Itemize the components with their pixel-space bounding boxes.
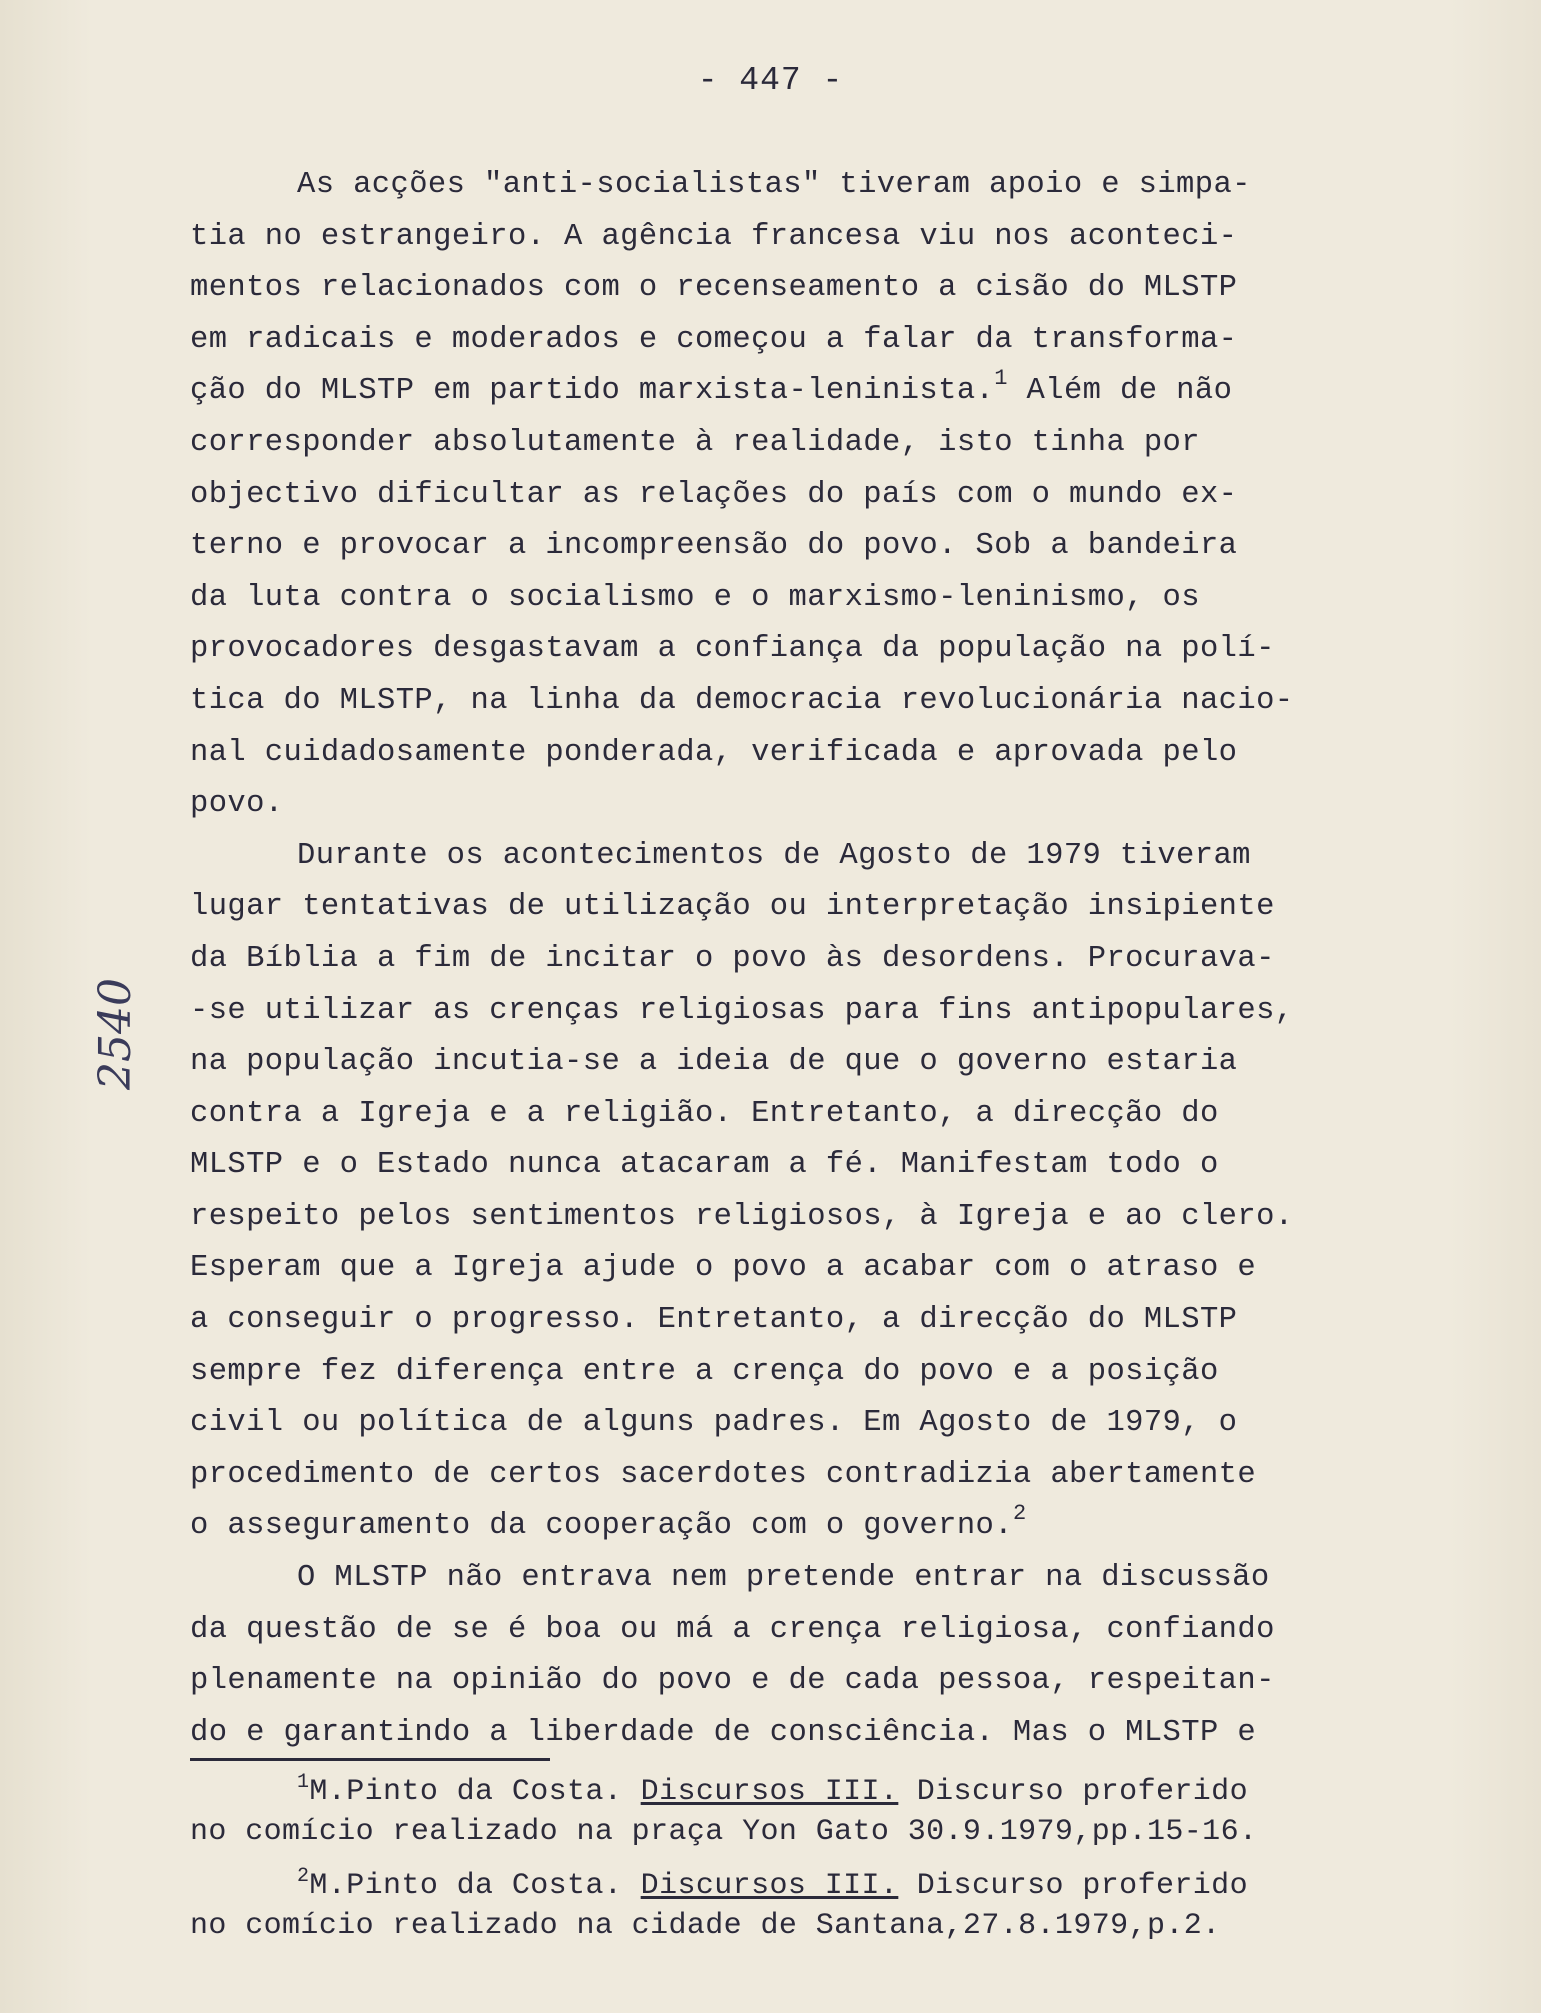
footnote-ref-2: 2: [1012, 1501, 1027, 1527]
text-line: terno e provocar a incompreensão do povo. Sob a bandeira: [190, 529, 1238, 564]
text-line: [190, 1501, 1430, 1553]
footnote-divider: [190, 1758, 550, 1761]
text-line: provocadores desgastavam a confiança da população na polí-: [190, 632, 1275, 667]
text-segment: o asseguramento da cooperação com o governo.: [190, 1509, 1013, 1544]
footnote-text: Discurso proferido: [898, 1869, 1248, 1903]
text-line: civil ou política de alguns padres. Em Agosto de 1979, o: [190, 1406, 1238, 1441]
footnote-work-title: Discursos III.: [640, 1775, 899, 1809]
page-number: - 447 -: [697, 62, 844, 99]
text-line: mentos relacionados com o recenseamento a cisão do MLSTP: [190, 271, 1238, 306]
footnote-ref-1: 1: [994, 366, 1008, 392]
footnote-text: Discurso proferido: [898, 1775, 1248, 1809]
text-segment: Além de não: [1007, 374, 1233, 409]
text-segment: ção do MLSTP em partido marxista-leninista.: [190, 374, 995, 409]
handwritten-margin-note: 2540: [90, 978, 141, 1090]
text-line: tia no estrangeiro. A agência francesa viu nos aconteci-: [190, 219, 1238, 254]
footnote-mark: 2: [297, 1865, 310, 1888]
text-line: -se utilizar as crenças religiosas para fins antipopulares,: [190, 993, 1294, 1028]
text-line: objectivo dificultar as relações do país com o mundo ex-: [190, 477, 1238, 512]
text-line: povo.: [190, 787, 284, 822]
footnote-mark: 1: [297, 1771, 310, 1794]
footnote-author: M.Pinto da Costa.: [309, 1775, 641, 1809]
paragraph-2: [190, 831, 1430, 1553]
text-line: Durante os acontecimentos de Agosto de 1979 tiveram: [297, 838, 1251, 873]
text-line: MLSTP e o Estado nunca atacaram a fé. Manifestam todo o: [190, 1148, 1219, 1183]
text-line: contra a Igreja e a religião. Entretanto, a direcção do: [190, 1096, 1219, 1131]
text-line: tica do MLSTP, na linha da democracia revolucionária nacio-: [190, 683, 1294, 718]
footnote-line: [190, 1772, 1430, 1812]
text-line: em radicais e moderados e começou a falar da transforma-: [190, 322, 1238, 357]
footnote-line: no comício realizado na praça Yon Gato 30.9.1979,pp.15-16.: [190, 1815, 1258, 1849]
footnote-line: no comício realizado na cidade de Santana,27.8.1979,p.2.: [190, 1909, 1221, 1943]
text-line: da luta contra o socialismo e o marxismo-leninismo, os: [190, 580, 1200, 615]
text-line: As acções "anti-socialistas" tiveram apoio e simpa-: [297, 168, 1251, 202]
paragraph-1: [190, 160, 1430, 831]
text-line: O MLSTP não entrava nem pretende entrar na discussão: [297, 1561, 1270, 1596]
text-line: da Bíblia a fim de incitar o povo às desordens. Procurava-: [190, 941, 1275, 976]
text-line: lugar tentativas de utilização ou interpretação insipiente: [190, 890, 1275, 925]
text-line: plenamente na opinião do povo e de cada pessoa, respeitan-: [190, 1664, 1275, 1699]
footnote-line: [190, 1866, 1430, 1906]
footnote-work-title: Discursos III.: [640, 1869, 899, 1903]
footnote-author: M.Pinto da Costa.: [309, 1869, 641, 1903]
text-line: do e garantindo a liberdade de consciência. Mas o MLSTP e: [190, 1715, 1257, 1750]
text-line: [190, 366, 1430, 418]
footnote-2: [190, 1866, 1430, 1946]
paragraph-3: [190, 1553, 1430, 1759]
text-line: na população incutia-se a ideia de que o governo estaria: [190, 1045, 1238, 1080]
text-line: da questão de se é boa ou má a crença religiosa, confiando: [190, 1612, 1275, 1647]
text-line: sempre fez diferença entre a crença do povo e a posição: [190, 1354, 1219, 1389]
text-line: corresponder absolutamente à realidade, isto tinha por: [190, 425, 1200, 460]
text-line: procedimento de certos sacerdotes contradizia abertamente: [190, 1457, 1257, 1492]
text-line: respeito pelos sentimentos religiosos, à Igreja e ao clero.: [190, 1199, 1294, 1234]
footnotes: [190, 1772, 1430, 1960]
text-line: nal cuidadosamente ponderada, verificada e aprovada pelo: [190, 735, 1238, 770]
footnote-1: [190, 1772, 1430, 1852]
text-line: Esperam que a Igreja ajude o povo a acabar com o atraso e: [190, 1251, 1257, 1286]
text-line: a conseguir o progresso. Entretanto, a direcção do MLSTP: [190, 1303, 1238, 1338]
body-text: [190, 160, 1430, 1759]
